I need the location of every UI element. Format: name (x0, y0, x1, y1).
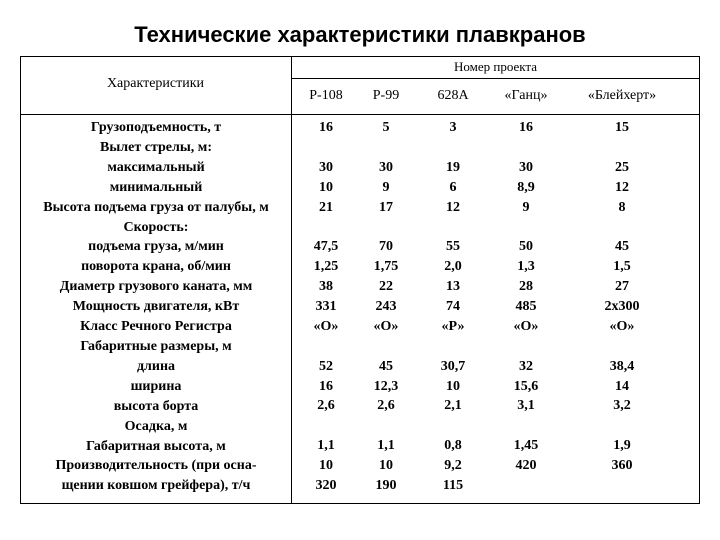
label-row: подъема груза, м/мин (88, 239, 224, 255)
value-cell: 1,3 (517, 259, 535, 275)
value-cell (566, 337, 678, 357)
value-cell: 1,5 (613, 259, 631, 275)
label-row: Мощность двигателя, кВт (72, 299, 240, 315)
label-row: минимальный (109, 179, 203, 195)
value-cell: 25 (615, 159, 629, 175)
value-cell: 9 (382, 179, 390, 195)
value-cell: 47,5 (313, 239, 339, 255)
value-cell: 30 (379, 159, 393, 175)
value-cell: 27 (615, 279, 629, 295)
value-cell: «О» (313, 318, 339, 334)
value-cell: 2,0 (444, 259, 462, 275)
value-cell (356, 138, 416, 158)
value-cell: 2,6 (377, 398, 395, 414)
project-header-p99: Р-99 (372, 88, 400, 103)
value-cell: 9 (522, 199, 530, 215)
value-cell: 115 (442, 478, 464, 494)
value-cell: 1,9 (613, 438, 631, 454)
value-cell: 8 (618, 199, 626, 215)
label-row: Класс Речного Регистра (80, 319, 232, 335)
value-cell: 1,1 (377, 438, 395, 454)
label-row: ширина (130, 378, 182, 394)
project-header-ganz: «Ганц» (504, 88, 548, 103)
value-cell (420, 138, 486, 158)
value-cell: 12,3 (373, 378, 399, 394)
value-cell (296, 337, 356, 357)
value-cell (488, 416, 564, 436)
characteristics-list (22, 118, 290, 496)
value-cell: 1,75 (373, 259, 399, 275)
header-project-number: Номер проекта (453, 59, 538, 74)
value-cell (356, 217, 416, 237)
project-header-divider (291, 78, 700, 79)
value-cell: 21 (319, 199, 333, 215)
label-row: максимальный (107, 159, 205, 175)
value-cell (488, 337, 564, 357)
value-cell (356, 337, 416, 357)
value-cell: 3,2 (613, 398, 631, 414)
value-cell: 10 (319, 458, 333, 474)
value-cell: 55 (446, 239, 460, 255)
value-cell: 15,6 (513, 378, 539, 394)
column-ganz (488, 118, 564, 496)
value-cell: 15 (615, 120, 629, 135)
value-cell: 32 (519, 358, 533, 374)
value-cell: 45 (615, 239, 629, 255)
value-cell: 1,25 (313, 259, 339, 275)
value-cell: 3 (449, 120, 457, 135)
value-cell: «Р» (441, 318, 465, 334)
column-bleichert (566, 118, 678, 496)
value-cell (420, 416, 486, 436)
value-cell: 30 (519, 159, 533, 175)
value-cell: 243 (375, 299, 397, 315)
label-row: поворота крана, об/мин (81, 259, 231, 275)
label-row: Габаритная высота, м (86, 438, 226, 454)
value-cell: 28 (519, 279, 533, 295)
label-row: Габаритные размеры, м (80, 338, 232, 354)
value-cell: 17 (379, 199, 393, 215)
value-cell (488, 476, 564, 496)
value-cell: 2х300 (604, 299, 640, 315)
label-row: Осадка, м (124, 418, 188, 434)
value-cell: 360 (611, 458, 633, 474)
label-row: Скорость: (123, 219, 189, 235)
value-cell: 16 (519, 120, 533, 135)
label-row: щении ковшом грейфера), т/ч (61, 478, 251, 494)
value-cell (296, 416, 356, 436)
value-cell (296, 217, 356, 237)
value-cell: 45 (379, 358, 393, 374)
value-cell: 2,6 (317, 398, 335, 414)
value-cell: 22 (379, 279, 393, 295)
value-cell: 70 (379, 239, 393, 255)
value-cell (566, 416, 678, 436)
header-characteristics: Характеристики (106, 76, 205, 91)
value-cell: 331 (315, 299, 337, 315)
value-cell: 9,2 (444, 458, 462, 474)
value-cell: 1,1 (317, 438, 335, 454)
header-divider (20, 114, 700, 115)
column-628a (420, 118, 486, 496)
value-cell: 14 (615, 378, 629, 394)
column-p108 (296, 118, 356, 496)
label-row: высота борта (113, 398, 199, 414)
value-cell: 50 (519, 239, 533, 255)
value-cell (488, 138, 564, 158)
value-cell (420, 217, 486, 237)
label-row: длина (136, 358, 176, 374)
value-cell: 30,7 (440, 358, 466, 374)
value-cell: 8,9 (517, 179, 535, 195)
label-row: Грузоподъемность, т (90, 120, 222, 135)
column-p99 (356, 118, 416, 496)
value-cell: 10 (446, 378, 460, 394)
value-cell: 13 (446, 279, 460, 295)
value-cell (420, 337, 486, 357)
value-cell (566, 138, 678, 158)
value-cell: 12 (615, 179, 629, 195)
value-cell: 16 (319, 378, 333, 394)
value-cell: 38 (319, 279, 333, 295)
value-cell: 190 (375, 478, 397, 494)
value-cell: 19 (446, 159, 460, 175)
value-cell (296, 138, 356, 158)
value-cell: 320 (315, 478, 337, 494)
value-cell: 3,1 (517, 398, 535, 414)
value-cell: 10 (319, 179, 333, 195)
value-cell: 1,45 (513, 438, 539, 454)
value-cell: 30 (319, 159, 333, 175)
value-cell: 485 (515, 299, 537, 315)
project-header-p108: Р-108 (309, 88, 343, 103)
value-cell: 16 (319, 120, 333, 135)
value-cell (356, 416, 416, 436)
value-cell: 10 (379, 458, 393, 474)
value-cell: 12 (446, 199, 460, 215)
label-row: Производительность (при осна- (55, 458, 257, 474)
project-header-bleichert: «Блейхерт» (587, 88, 657, 103)
value-cell: 5 (382, 120, 390, 135)
page-title: Технические характеристики плавкранов (134, 22, 586, 47)
label-row: Диаметр грузового каната, мм (59, 279, 253, 295)
value-cell: «О» (609, 318, 635, 334)
value-cell (566, 476, 678, 496)
value-cell: 74 (446, 299, 460, 315)
value-cell: «О» (373, 318, 399, 334)
value-cell (566, 217, 678, 237)
value-cell: 6 (449, 179, 457, 195)
value-cell: 2,1 (444, 398, 462, 414)
value-cell: 38,4 (609, 358, 635, 374)
column-divider (291, 56, 292, 504)
label-row: Вылет стрелы, м: (100, 139, 212, 155)
label-row: Высота подъема груза от палубы, м (43, 199, 269, 215)
value-cell: 420 (515, 458, 537, 474)
value-cell: 52 (319, 358, 333, 374)
value-cell: «О» (513, 318, 539, 334)
value-cell: 0,8 (444, 438, 462, 454)
value-cell (488, 217, 564, 237)
project-header-628a: 628А (437, 88, 469, 103)
